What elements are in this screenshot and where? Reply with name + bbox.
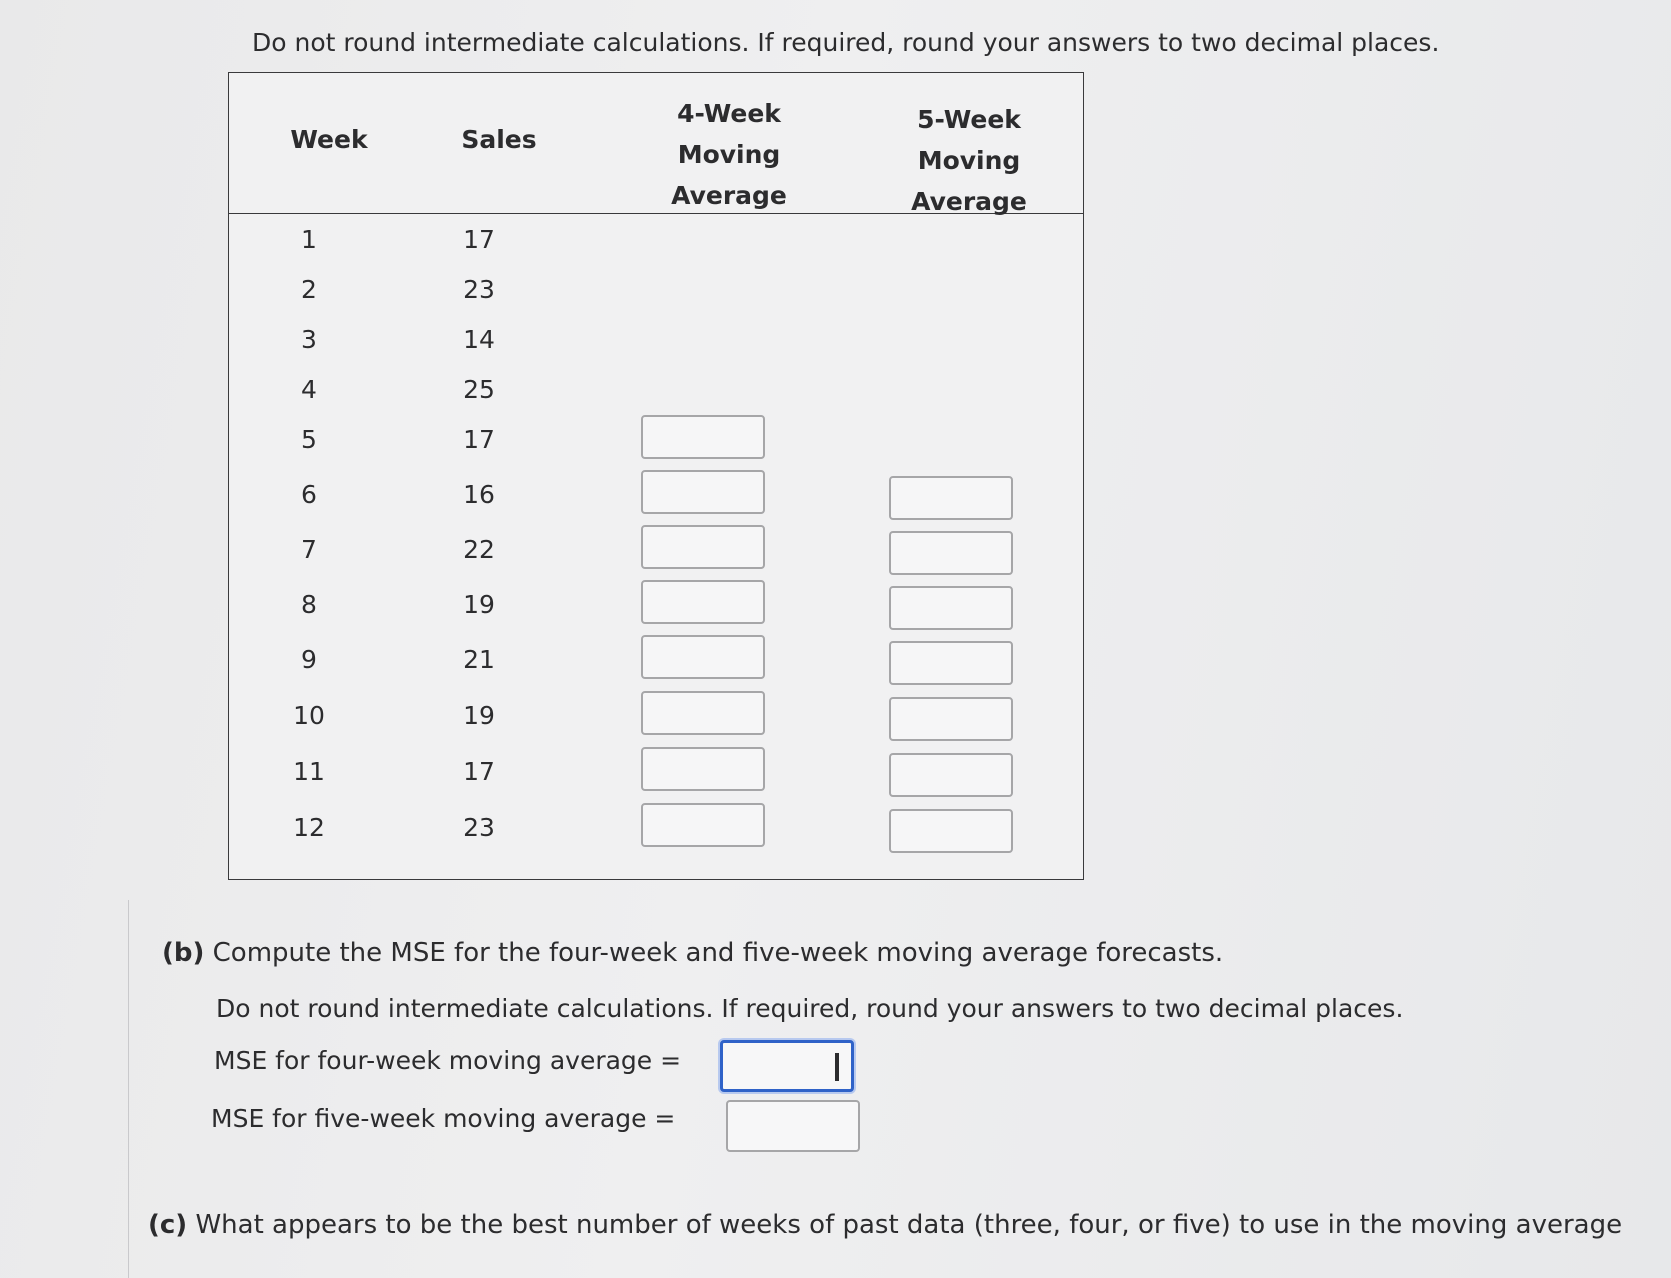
week-cell: 6 xyxy=(301,480,317,509)
week-cell: 11 xyxy=(293,757,325,786)
sales-cell: 21 xyxy=(463,645,495,674)
table-row xyxy=(229,315,1083,371)
mse-four-week-label: MSE for four-week moving average = xyxy=(214,1046,682,1075)
week-cell: 5 xyxy=(301,425,317,454)
part-b-question xyxy=(162,938,1223,968)
five-week-answer-input[interactable] xyxy=(889,586,1013,630)
mse-five-week-input[interactable] xyxy=(726,1100,860,1152)
sales-cell: 22 xyxy=(463,535,495,564)
five-week-answer-input[interactable] xyxy=(889,641,1013,685)
table-row xyxy=(229,415,1083,471)
table-row xyxy=(229,803,1083,859)
page-left-rule xyxy=(128,900,129,1278)
sales-cell: 19 xyxy=(463,590,495,619)
header-week: Week xyxy=(290,125,368,154)
mse-five-week-label: MSE for five-week moving average = xyxy=(211,1104,676,1133)
header-sales: Sales xyxy=(461,125,537,154)
week-cell: 8 xyxy=(301,590,317,619)
sales-cell: 17 xyxy=(463,425,495,454)
four-week-answer-input[interactable] xyxy=(641,747,765,791)
table-row xyxy=(229,747,1083,803)
moving-average-table xyxy=(228,72,1084,880)
week-cell: 12 xyxy=(293,813,325,842)
week-cell: 9 xyxy=(301,645,317,674)
part-b-instruction: Do not round intermediate calculations. If required, round your answers to two decimal places. xyxy=(216,994,1404,1023)
five-week-answer-input[interactable] xyxy=(889,531,1013,575)
mse-four-week-input[interactable] xyxy=(720,1040,854,1092)
part-b-text: Compute the MSE for the four-week and five-week moving average forecasts. xyxy=(212,938,1224,968)
week-cell: 1 xyxy=(301,225,317,254)
four-week-answer-input[interactable] xyxy=(641,525,765,569)
sales-cell: 17 xyxy=(463,225,495,254)
header-four-week-moving-average xyxy=(629,93,829,216)
sales-cell: 23 xyxy=(463,275,495,304)
header-four-week-line1: 4-Week xyxy=(677,99,781,128)
header-four-week-line2: Moving xyxy=(677,140,781,169)
text-cursor xyxy=(835,1053,839,1081)
week-cell: 2 xyxy=(301,275,317,304)
table-row xyxy=(229,365,1083,421)
header-five-week-moving-average xyxy=(869,99,1069,222)
table-row xyxy=(229,215,1083,271)
week-cell: 10 xyxy=(293,701,325,730)
table-header xyxy=(229,73,1083,214)
instruction-text: Do not round intermediate calculations. If required, round your answers to two decimal places. xyxy=(252,28,1440,57)
sales-cell: 23 xyxy=(463,813,495,842)
sales-cell: 19 xyxy=(463,701,495,730)
sales-cell: 17 xyxy=(463,757,495,786)
week-cell: 4 xyxy=(301,375,317,404)
table-row xyxy=(229,525,1083,581)
five-week-answer-input[interactable] xyxy=(889,809,1013,853)
header-five-week-line1: 5-Week xyxy=(917,105,1021,134)
five-week-answer-input[interactable] xyxy=(889,753,1013,797)
header-five-week-line2: Moving xyxy=(917,146,1021,175)
table-row xyxy=(229,635,1083,691)
header-five-week-line3: Average xyxy=(911,187,1027,216)
week-cell: 7 xyxy=(301,535,317,564)
table-row xyxy=(229,265,1083,321)
part-c-text: What appears to be the best number of weeks of past data (three, four, or five) to use in the moving average xyxy=(195,1210,1623,1240)
four-week-answer-input[interactable] xyxy=(641,635,765,679)
part-b-label: (b) xyxy=(162,938,205,968)
table-row xyxy=(229,580,1083,636)
sales-cell: 14 xyxy=(463,325,495,354)
five-week-answer-input[interactable] xyxy=(889,476,1013,520)
header-four-week-line3: Average xyxy=(671,181,787,210)
four-week-answer-input[interactable] xyxy=(641,580,765,624)
table-row xyxy=(229,470,1083,526)
four-week-answer-input[interactable] xyxy=(641,415,765,459)
five-week-answer-input[interactable] xyxy=(889,697,1013,741)
part-c-question xyxy=(148,1210,1622,1240)
week-cell: 3 xyxy=(301,325,317,354)
part-c-label: (c) xyxy=(148,1210,188,1240)
table-row xyxy=(229,691,1083,747)
sales-cell: 16 xyxy=(463,480,495,509)
sales-cell: 25 xyxy=(463,375,495,404)
four-week-answer-input[interactable] xyxy=(641,470,765,514)
four-week-answer-input[interactable] xyxy=(641,691,765,735)
four-week-answer-input[interactable] xyxy=(641,803,765,847)
